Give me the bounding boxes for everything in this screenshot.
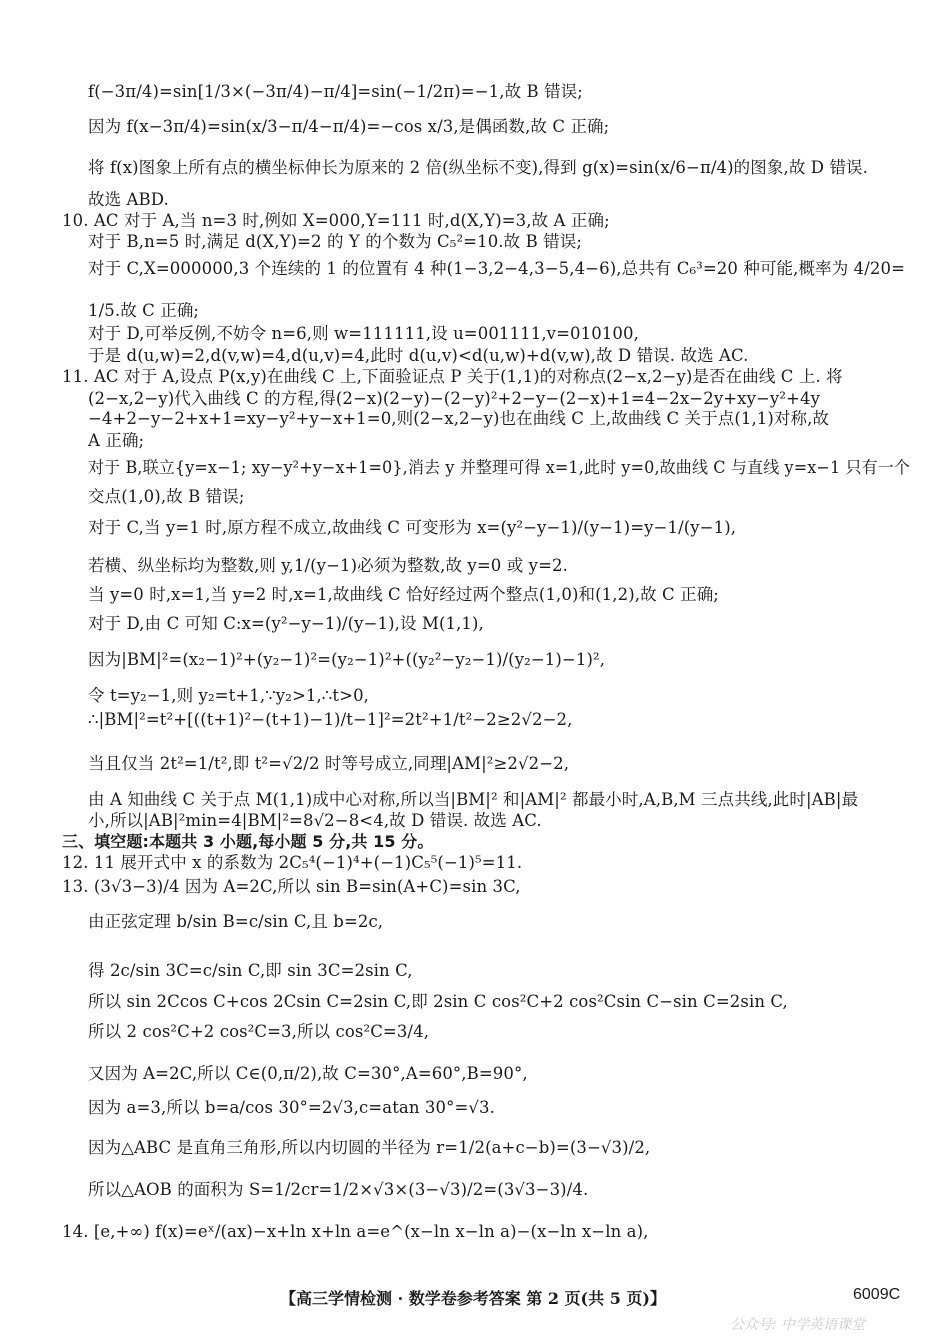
answer-line: 因为|BM|²=(x₂−1)²+(y₂−1)²=(y₂−1)²+((y₂²−y₂−1)/(y₂−1)−1)², [88, 650, 606, 669]
answer-line: 所以△AOB 的面积为 S=1/2cr=1/2×√3×(3−√3)/2=(3√3−3)/4. [88, 1180, 589, 1199]
answer-line: 因为 a=3,所以 b=a/cos 30°=2√3,c=atan 30°=√3. [88, 1098, 495, 1117]
answer-line: −4+2−y−2+x+1=xy−y²+y−x+1=0,则(2−x,2−y)也在曲线 C 上,故曲线 C 关于点(1,1)对称,故 [88, 409, 830, 428]
answer-line: 于是 d(u,w)=2,d(v,w)=4,d(u,v)=4,此时 d(u,v)<d(u,w)+d(v,w),故 D 错误. 故选 AC. [88, 346, 749, 365]
answer-line: 由 A 知曲线 C 关于点 M(1,1)成中心对称,所以当|BM|² 和|AM|² 都最小时,A,B,M 三点共线,此时|AB|最 [88, 790, 859, 809]
answer-line: 对于 C,X=000000,3 个连续的 1 的位置有 4 种(1−3,2−4,3−5,4−6),总共有 C₆³=20 种可能,概率为 4/20= [88, 259, 906, 278]
answer-line: 因为△ABC 是直角三角形,所以内切圆的半径为 r=1/2(a+c−b)=(3−√3)/2, [88, 1138, 651, 1157]
answer-line: f(−3π/4)=sin[1/3×(−3π/4)−π/4]=sin(−1/2π)=−1,故 B 错误; [88, 82, 583, 101]
answer-line: 对于 B,n=5 时,满足 d(X,Y)=2 的 Y 的个数为 C₅²=10.故 B 错误; [88, 232, 583, 251]
answer-line: 令 t=y₂−1,则 y₂=t+1,∵y₂>1,∴t>0, [88, 686, 370, 705]
answer-line: 12. 11 展开式中 x 的系数为 2C₅⁴(−1)⁴+(−1)C₅⁵(−1)⁵=11. [62, 853, 523, 872]
footer-code: 6009C [853, 1286, 901, 1303]
answer-line: 交点(1,0),故 B 错误; [88, 487, 245, 506]
answer-line: 所以 sin 2Ccos C+cos 2Csin C=2sin C,即 2sin C cos²C+2 cos²Csin C−sin C=2sin C, [88, 992, 788, 1011]
answer-line: (2−x,2−y)代入曲线 C 的方程,得(2−x)(2−y)−(2−y)²+2−y−(2−x)+1=4−2x−2y+xy−y²+4y [88, 389, 821, 408]
answer-line: 将 f(x)图象上所有点的横坐标伸长为原来的 2 倍(纵坐标不变),得到 g(x)=sin(x/6−π/4)的图象,故 D 错误. [88, 158, 868, 177]
answer-line: 当且仅当 2t²=1/t²,即 t²=√2/2 时等号成立,同理|AM|²≥2√2−2, [88, 754, 570, 773]
answer-line: 14. [e,+∞) f(x)=eˣ/(ax)−x+ln x+ln a=e^(x−ln x−ln a)−(x−ln x−ln a), [62, 1222, 649, 1241]
answer-line: 若横、纵坐标均为整数,则 y,1/(y−1)必须为整数,故 y=0 或 y=2. [88, 556, 568, 575]
answer-line: 当 y=0 时,x=1,当 y=2 时,x=1,故曲线 C 恰好经过两个整点(1,0)和(1,2),故 C 正确; [88, 585, 719, 604]
answer-line: 对于 C,当 y=1 时,原方程不成立,故曲线 C 可变形为 x=(y²−y−1)/(y−1)=y−1/(y−1), [88, 518, 737, 537]
answer-line: 故选 ABD. [88, 190, 169, 209]
answer-line: 对于 D,可举反例,不妨令 n=6,则 w=111111,设 u=001111,v=010100, [88, 324, 639, 343]
section-heading: 三、填空题:本题共 3 小题,每小题 5 分,共 15 分。 [62, 832, 434, 851]
watermark: 公众号: 中学英语课堂 [730, 1317, 866, 1333]
answer-line: 小,所以|AB|²min=4|BM|²=8√2−8<4,故 D 错误. 故选 AC. [88, 811, 542, 830]
answer-line: ∴|BM|²=t²+[((t+1)²−(t+1)−1)/t−1]²=2t²+1/t²−2≥2√2−2, [88, 710, 573, 729]
answer-line: 又因为 A=2C,所以 C∈(0,π/2),故 C=30°,A=60°,B=90°, [88, 1064, 528, 1083]
answer-line: 13. (3√3−3)/4 因为 A=2C,所以 sin B=sin(A+C)=sin 3C, [62, 877, 521, 896]
answer-line: 对于 D,由 C 可知 C:x=(y²−y−1)/(y−1),设 M(1,1), [88, 614, 484, 633]
answer-line: 得 2c/sin 3C=c/sin C,即 sin 3C=2sin C, [88, 961, 413, 980]
answer-line: 所以 2 cos²C+2 cos²C=3,所以 cos²C=3/4, [88, 1022, 430, 1041]
page-footer [0, 1286, 950, 1310]
answer-line: 10. AC 对于 A,当 n=3 时,例如 X=000,Y=111 时,d(X,Y)=3,故 A 正确; [62, 211, 610, 230]
answer-line: A 正确; [88, 431, 145, 450]
answer-line: 对于 B,联立{y=x−1; xy−y²+y−x+1=0},消去 y 并整理可得 x=1,此时 y=0,故曲线 C 与直线 y=x−1 只有一个 [88, 458, 911, 477]
answer-line: 11. AC 对于 A,设点 P(x,y)在曲线 C 上,下面验证点 P 关于(1,1)的对称点(2−x,2−y)是否在曲线 C 上. 将 [62, 367, 843, 386]
footer-title: 【高三学情检测 · 数学卷参考答案 第 2 页(共 5 页)】 [280, 1289, 666, 1308]
answer-line: 因为 f(x−3π/4)=sin(x/3−π/4−π/4)=−cos x/3,是偶函数,故 C 正确; [88, 117, 610, 136]
answer-line: 由正弦定理 b/sin B=c/sin C,且 b=2c, [88, 912, 384, 931]
answer-line: 1/5.故 C 正确; [88, 301, 200, 320]
